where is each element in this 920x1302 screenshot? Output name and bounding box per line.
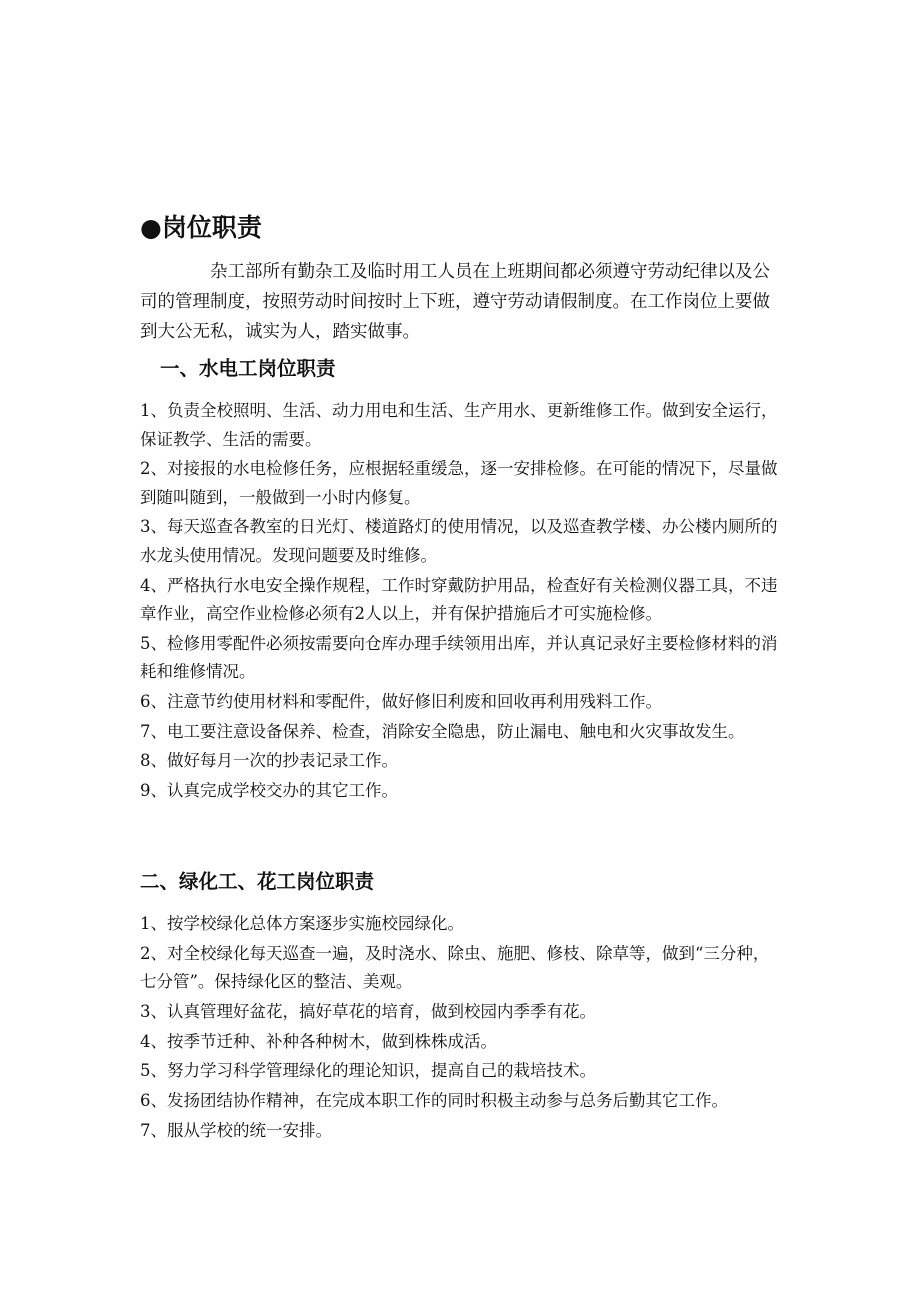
list-item: 3、每天巡查各教室的日光灯、楼道路灯的使用情况，以及巡查教学楼、办公楼内厕所的水龙头使用情况。发现问题要及时维修。 bbox=[140, 517, 778, 565]
list-item: 1、负责全校照明、生活、动力用电和生活、生产用水、更新维修工作。做到安全运行，保证教学、生活的需要。 bbox=[140, 401, 778, 449]
list-item: 8、做好每月一次的抄表记录工作。 bbox=[140, 751, 398, 771]
section-heading-gardener: 二、绿化工、花工岗位职责 bbox=[140, 870, 375, 893]
list-item: 4、按季节迁种、补种各种树木，做到株株成活。 bbox=[140, 1031, 497, 1051]
list-item: 5、努力学习科学管理绿化的理论知识，提高自己的栽培技术。 bbox=[140, 1061, 596, 1081]
list-item: 7、服从学校的统一安排。 bbox=[140, 1120, 332, 1140]
gardener-duty-list bbox=[140, 910, 785, 1146]
page-title: ●岗位职责 bbox=[140, 213, 262, 242]
list-item: 2、对接报的水电检修任务，应根据轻重缓急，逐一安排检修。在可能的情况下，尽量做到随叫随到，一般做到一小时内修复。 bbox=[140, 459, 778, 507]
list-item: 3、认真管理好盆花，搞好草花的培育，做到校园内季季有花。 bbox=[140, 1001, 596, 1021]
list-item: 7、电工要注意设备保养、检查，消除安全隐患，防止漏电、触电和火灾事故发生。 bbox=[140, 721, 745, 741]
list-item: 4、严格执行水电安全操作规程，工作时穿戴防护用品，检查好有关检测仪器工具，不违章作业，高空作业检修必须有2人以上，并有保护措施后才可实施检修。 bbox=[140, 575, 778, 624]
list-item: 1、按学校绿化总体方案逐步实施校园绿化。 bbox=[140, 914, 464, 933]
list-item: 6、发扬团结协作精神，在完成本职工作的同时积极主动参与总务后勤其它工作。 bbox=[140, 1090, 728, 1110]
list-item: 6、注意节约使用材料和零配件，做好修旧利废和回收再利用残料工作。 bbox=[140, 691, 662, 711]
intro-paragraph: 杂工部所有勤杂工及临时用工人员在上班期间都必须遵守劳动纪律以及公司的管理制度，按照劳动时间按时上下班，遵守劳动请假制度。在工作岗位上要做到大公无私，诚实为人，踏实做事。 bbox=[140, 262, 770, 342]
list-item: 5、检修用零配件必须按需要向仓库办理手续领用出库，并认真记录好主要检修材料的消耗和维修情况。 bbox=[140, 633, 778, 682]
list-item: 9、认真完成学校交办的其它工作。 bbox=[140, 781, 398, 800]
section-heading-electrician: 一、水电工岗位职责 bbox=[160, 357, 336, 380]
list-item: 2、对全校绿化每天巡查一遍，及时浇水、除虫、施肥、修枝、除草等，做到“三分种，七分管”。保持绿化区的整洁、美观。 bbox=[140, 943, 770, 992]
electrician-duty-list bbox=[140, 397, 785, 807]
